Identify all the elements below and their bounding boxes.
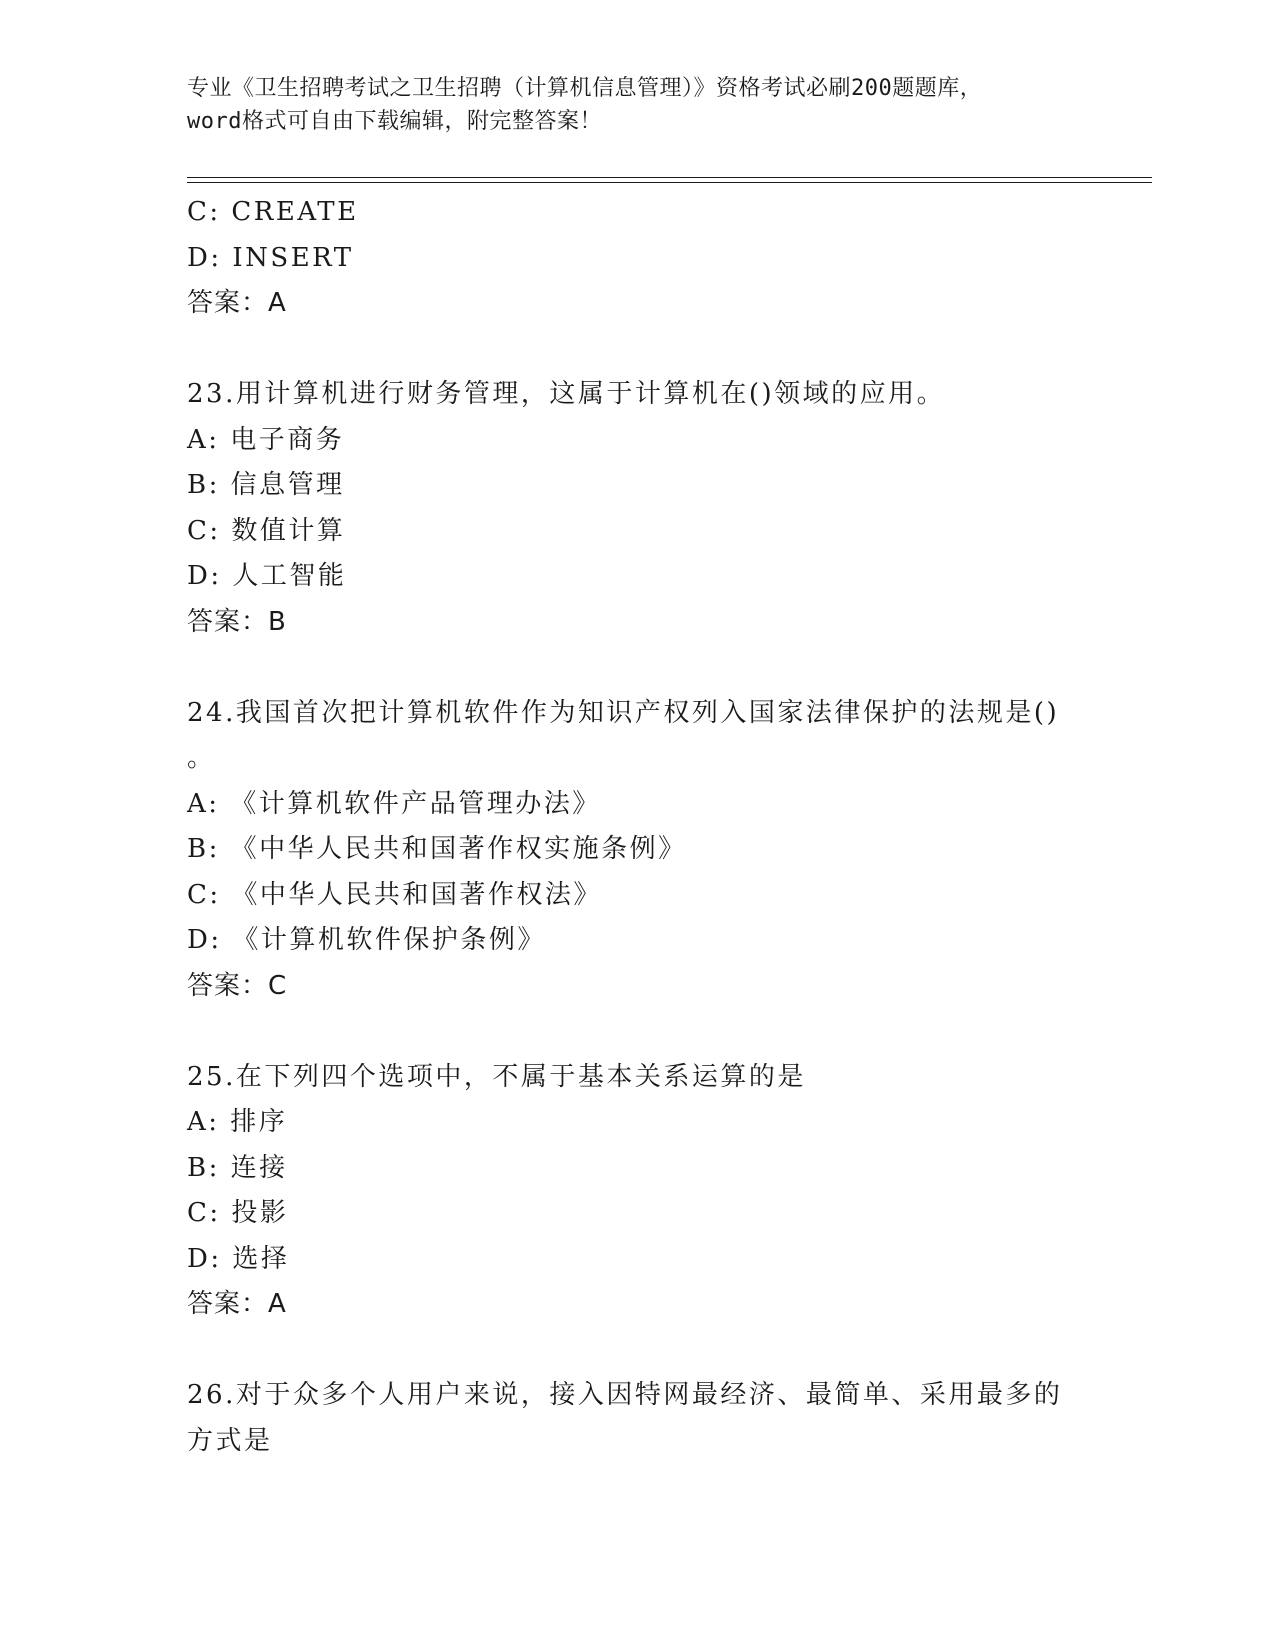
document-header xyxy=(187,72,1087,138)
spacer xyxy=(187,327,1087,373)
option-a: A: 《计算机软件产品管理办法》 xyxy=(187,788,601,819)
question-stem: 24.我国首次把计算机软件作为知识产权列入国家法律保护的法规是() xyxy=(187,697,1060,728)
question-block-22 xyxy=(187,190,1087,327)
spacer xyxy=(187,1328,1087,1374)
answer-line: 答案：A xyxy=(187,288,287,318)
option-c: C: CREATE xyxy=(187,197,359,227)
question-stem-continued: 。 xyxy=(187,743,216,773)
question-stem: 23.用计算机进行财务管理，这属于计算机在()领域的应用。 xyxy=(187,379,946,409)
header-divider-top xyxy=(187,177,1152,178)
header-title-line-1: 专业《卫生招聘考试之卫生招聘（计算机信息管理）》资格考试必刷200题题库， xyxy=(187,76,983,101)
answer-line: 答案：C xyxy=(187,970,288,1001)
header-title-line-2: word格式可自由下载编辑，附完整答案！ xyxy=(187,109,602,134)
question-block-23 xyxy=(187,372,1087,645)
question-block-25 xyxy=(187,1055,1087,1328)
option-a: A: 排序 xyxy=(187,1107,288,1137)
option-d: D: 人工智能 xyxy=(187,561,347,591)
question-list xyxy=(187,190,1087,1464)
option-d: D: 选择 xyxy=(187,1243,290,1274)
answer-line: 答案：B xyxy=(187,606,287,637)
option-d: D: 《计算机软件保护条例》 xyxy=(187,925,546,955)
answer-line: 答案：A xyxy=(187,1289,287,1319)
option-b: B: 连接 xyxy=(187,1152,288,1183)
question-stem-continued: 方式是 xyxy=(187,1425,273,1456)
spacer xyxy=(187,1009,1087,1055)
option-a: A: 电子商务 xyxy=(187,424,345,455)
option-c: C: 数值计算 xyxy=(187,515,346,546)
option-b: B: 信息管理 xyxy=(187,470,345,500)
option-c: C: 投影 xyxy=(187,1198,289,1228)
question-stem: 25.在下列四个选项中，不属于基本关系运算的是 xyxy=(187,1061,806,1092)
option-b: B: 《中华人民共和国著作权实施条例》 xyxy=(187,834,687,864)
option-c: C: 《中华人民共和国著作权法》 xyxy=(187,879,602,910)
question-block-26 xyxy=(187,1373,1087,1464)
spacer xyxy=(187,645,1087,691)
question-block-24 xyxy=(187,691,1087,1010)
question-stem: 26.对于众多个人用户来说，接入因特网最经济、最简单、采用最多的 xyxy=(187,1380,1063,1410)
option-d: D: INSERT xyxy=(187,242,354,273)
header-divider-bottom xyxy=(187,182,1152,183)
